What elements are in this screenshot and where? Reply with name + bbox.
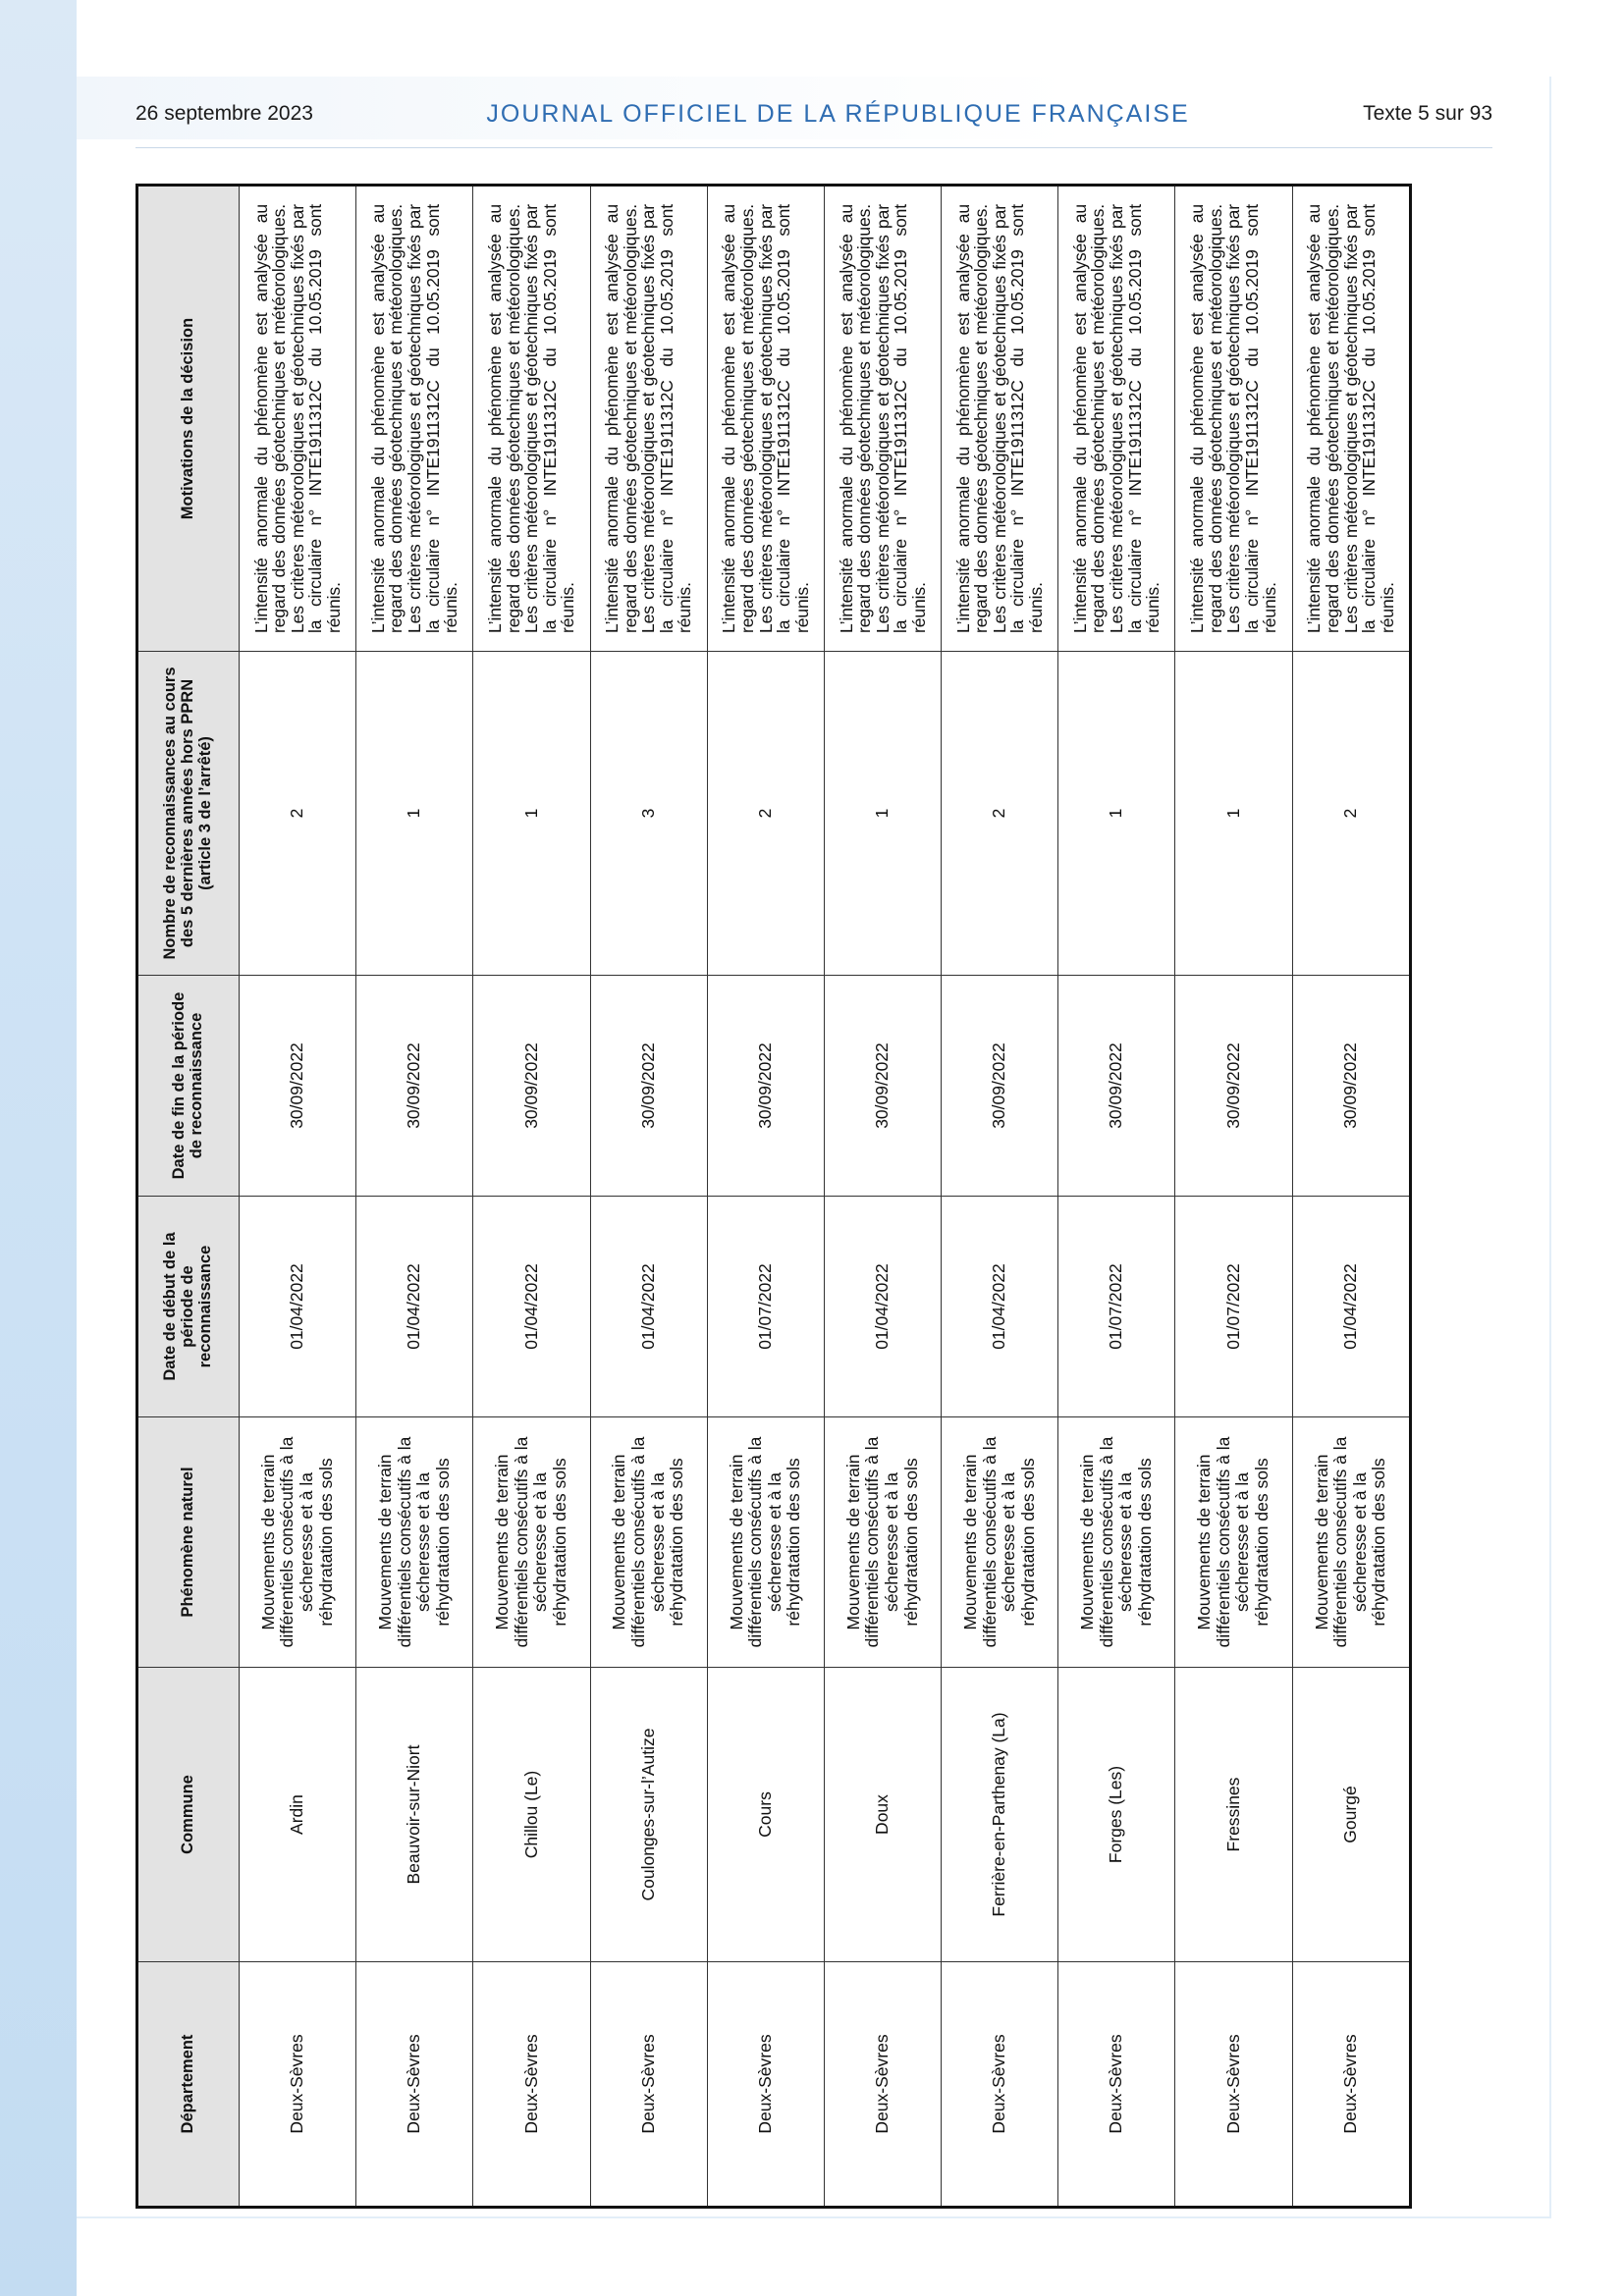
- cell-departement: Deux-Sèvres: [942, 1962, 1058, 2208]
- cell-date-debut: 01/04/2022: [473, 1197, 590, 1417]
- cell-date-debut: 01/04/2022: [1292, 1197, 1410, 1417]
- cell-nombre: 1: [824, 652, 941, 976]
- table-row: [356, 186, 473, 2208]
- cell-departement: Deux-Sèvres: [590, 1962, 707, 2208]
- table-row: [942, 186, 1058, 2208]
- cell-nombre: 2: [707, 652, 824, 976]
- cell-nombre: 2: [942, 652, 1058, 976]
- cell-date-fin: 30/09/2022: [356, 976, 473, 1197]
- column-header-phenomene: Phénomène naturel: [137, 1417, 240, 1668]
- cell-phenomene: Mouvements de terrain différentiels consécutifs à la sécheresse et à la réhydratation des sols: [590, 1417, 707, 1668]
- cell-departement: Deux-Sèvres: [824, 1962, 941, 2208]
- table-row: [473, 186, 590, 2208]
- cell-phenomene: Mouvements de terrain différentiels consécutifs à la sécheresse et à la réhydratation des sols: [824, 1417, 941, 1668]
- cell-motivations: L’intensité anormale du phénomène est analysée au regard des données géotechniques et météorologiques. Les critères météorologiques et géotechniques fixés par la circulaire n° INTE1911312C du 10.05.2019 sont réunis.: [1292, 186, 1410, 652]
- cell-phenomene: Mouvements de terrain différentiels consécutifs à la sécheresse et à la réhydratation des sols: [1292, 1417, 1410, 1668]
- cell-commune: Gourgé: [1292, 1668, 1410, 1962]
- table-row: [824, 186, 941, 2208]
- column-header-nombre-reconnaissances: Nombre de reconnaissances au cours des 5 dernières années hors PPRN (article 3 de l’arrêté): [137, 652, 240, 976]
- column-header-departement: Département: [137, 1962, 240, 2208]
- rotated-table-container: [135, 187, 1412, 2209]
- cell-phenomene: Mouvements de terrain différentiels consécutifs à la sécheresse et à la réhydratation des sols: [1058, 1417, 1175, 1668]
- cell-commune: Beauvoir-sur-Niort: [356, 1668, 473, 1962]
- cell-date-debut: 01/04/2022: [240, 1197, 356, 1417]
- table-row: [1175, 186, 1292, 2208]
- header-divider: [135, 147, 1492, 148]
- cell-date-fin: 30/09/2022: [1292, 976, 1410, 1197]
- cell-motivations: L’intensité anormale du phénomène est analysée au regard des données géotechniques et météorologiques. Les critères météorologiques et géotechniques fixés par la circulaire n° INTE1911312C du 10.05.2019 sont réunis.: [707, 186, 824, 652]
- cell-date-fin: 30/09/2022: [942, 976, 1058, 1197]
- cell-date-debut: 01/04/2022: [590, 1197, 707, 1417]
- cell-departement: Deux-Sèvres: [1292, 1962, 1410, 2208]
- cell-departement: Deux-Sèvres: [1175, 1962, 1292, 2208]
- cell-nombre: 1: [1058, 652, 1175, 976]
- cell-commune: Ferrière-en-Parthenay (La): [942, 1668, 1058, 1962]
- page-header: [135, 94, 1492, 133]
- cell-nombre: 1: [1175, 652, 1292, 976]
- table-row: [590, 186, 707, 2208]
- cell-departement: Deux-Sèvres: [1058, 1962, 1175, 2208]
- cell-commune: Doux: [824, 1668, 941, 1962]
- cell-date-fin: 30/09/2022: [1175, 976, 1292, 1197]
- cell-nombre: 2: [240, 652, 356, 976]
- cell-nombre: 2: [1292, 652, 1410, 976]
- cell-phenomene: Mouvements de terrain différentiels consécutifs à la sécheresse et à la réhydratation des sols: [473, 1417, 590, 1668]
- cell-commune: Coulonges-sur-l’Autize: [590, 1668, 707, 1962]
- column-header-date-fin: Date de fin de la période de reconnaissance: [137, 976, 240, 1197]
- cell-motivations: L’intensité anormale du phénomène est analysée au regard des données géotechniques et météorologiques. Les critères météorologiques et géotechniques fixés par la circulaire n° INTE1911312C du 10.05.2019 sont réunis.: [590, 186, 707, 652]
- cell-departement: Deux-Sèvres: [356, 1962, 473, 2208]
- table-row: [1058, 186, 1175, 2208]
- cell-motivations: L’intensité anormale du phénomène est analysée au regard des données géotechniques et météorologiques. Les critères météorologiques et géotechniques fixés par la circulaire n° INTE1911312C du 10.05.2019 sont réunis.: [942, 186, 1058, 652]
- cell-date-fin: 30/09/2022: [473, 976, 590, 1197]
- cell-phenomene: Mouvements de terrain différentiels consécutifs à la sécheresse et à la réhydratation des sols: [240, 1417, 356, 1668]
- cell-motivations: L’intensité anormale du phénomène est analysée au regard des données géotechniques et météorologiques. Les critères météorologiques et géotechniques fixés par la circulaire n° INTE1911312C du 10.05.2019 sont réunis.: [1058, 186, 1175, 652]
- cell-nombre: 1: [356, 652, 473, 976]
- cell-date-debut: 01/07/2022: [1058, 1197, 1175, 1417]
- cell-commune: Chillou (Le): [473, 1668, 590, 1962]
- column-header-commune: Commune: [137, 1668, 240, 1962]
- cell-date-fin: 30/09/2022: [240, 976, 356, 1197]
- cell-date-fin: 30/09/2022: [1058, 976, 1175, 1197]
- cell-phenomene: Mouvements de terrain différentiels consécutifs à la sécheresse et à la réhydratation des sols: [942, 1417, 1058, 1668]
- cell-motivations: L’intensité anormale du phénomène est analysée au regard des données géotechniques et météorologiques. Les critères météorologiques et géotechniques fixés par la circulaire n° INTE1911312C du 10.05.2019 sont réunis.: [1175, 186, 1292, 652]
- cell-departement: Deux-Sèvres: [473, 1962, 590, 2208]
- column-header-motivations: Motivations de la décision: [137, 186, 240, 652]
- cell-commune: Cours: [707, 1668, 824, 1962]
- column-header-date-debut: Date de début de la période de reconnaissance: [137, 1197, 240, 1417]
- decision-table: [135, 184, 1412, 2209]
- cell-date-debut: 01/07/2022: [1175, 1197, 1292, 1417]
- cell-date-debut: 01/04/2022: [356, 1197, 473, 1417]
- cell-commune: Fressines: [1175, 1668, 1292, 1962]
- cell-departement: Deux-Sèvres: [240, 1962, 356, 2208]
- cell-motivations: L’intensité anormale du phénomène est analysée au regard des données géotechniques et météorologiques. Les critères météorologiques et géotechniques fixés par la circulaire n° INTE1911312C du 10.05.2019 sont réunis.: [356, 186, 473, 652]
- table-body: [240, 186, 1411, 2208]
- left-margin-band: [0, 0, 77, 2296]
- cell-nombre: 3: [590, 652, 707, 976]
- cell-date-debut: 01/04/2022: [824, 1197, 941, 1417]
- page-indicator: Texte 5 sur 93: [1363, 102, 1492, 125]
- journal-title: JOURNAL OFFICIEL DE LA RÉPUBLIQUE FRANÇAISE: [486, 99, 1190, 128]
- cell-commune: Ardin: [240, 1668, 356, 1962]
- cell-nombre: 1: [473, 652, 590, 976]
- cell-motivations: L’intensité anormale du phénomène est analysée au regard des données géotechniques et météorologiques. Les critères météorologiques et géotechniques fixés par la circulaire n° INTE1911312C du 10.05.2019 sont réunis.: [824, 186, 941, 652]
- cell-date-debut: 01/07/2022: [707, 1197, 824, 1417]
- cell-commune: Forges (Les): [1058, 1668, 1175, 1962]
- table-row: [1292, 186, 1410, 2208]
- cell-date-debut: 01/04/2022: [942, 1197, 1058, 1417]
- cell-phenomene: Mouvements de terrain différentiels consécutifs à la sécheresse et à la réhydratation des sols: [707, 1417, 824, 1668]
- cell-motivations: L’intensité anormale du phénomène est analysée au regard des données géotechniques et météorologiques. Les critères météorologiques et géotechniques fixés par la circulaire n° INTE1911312C du 10.05.2019 sont réunis.: [240, 186, 356, 652]
- table-row: [240, 186, 356, 2208]
- cell-phenomene: Mouvements de terrain différentiels consécutifs à la sécheresse et à la réhydratation des sols: [356, 1417, 473, 1668]
- cell-departement: Deux-Sèvres: [707, 1962, 824, 2208]
- cell-motivations: L’intensité anormale du phénomène est analysée au regard des données géotechniques et météorologiques. Les critères météorologiques et géotechniques fixés par la circulaire n° INTE1911312C du 10.05.2019 sont réunis.: [473, 186, 590, 652]
- cell-phenomene: Mouvements de terrain différentiels consécutifs à la sécheresse et à la réhydratation des sols: [1175, 1417, 1292, 1668]
- cell-date-fin: 30/09/2022: [707, 976, 824, 1197]
- table-row: [707, 186, 824, 2208]
- cell-date-fin: 30/09/2022: [590, 976, 707, 1197]
- table-header-row: [137, 186, 240, 2208]
- cell-date-fin: 30/09/2022: [824, 976, 941, 1197]
- publication-date: 26 septembre 2023: [135, 102, 313, 125]
